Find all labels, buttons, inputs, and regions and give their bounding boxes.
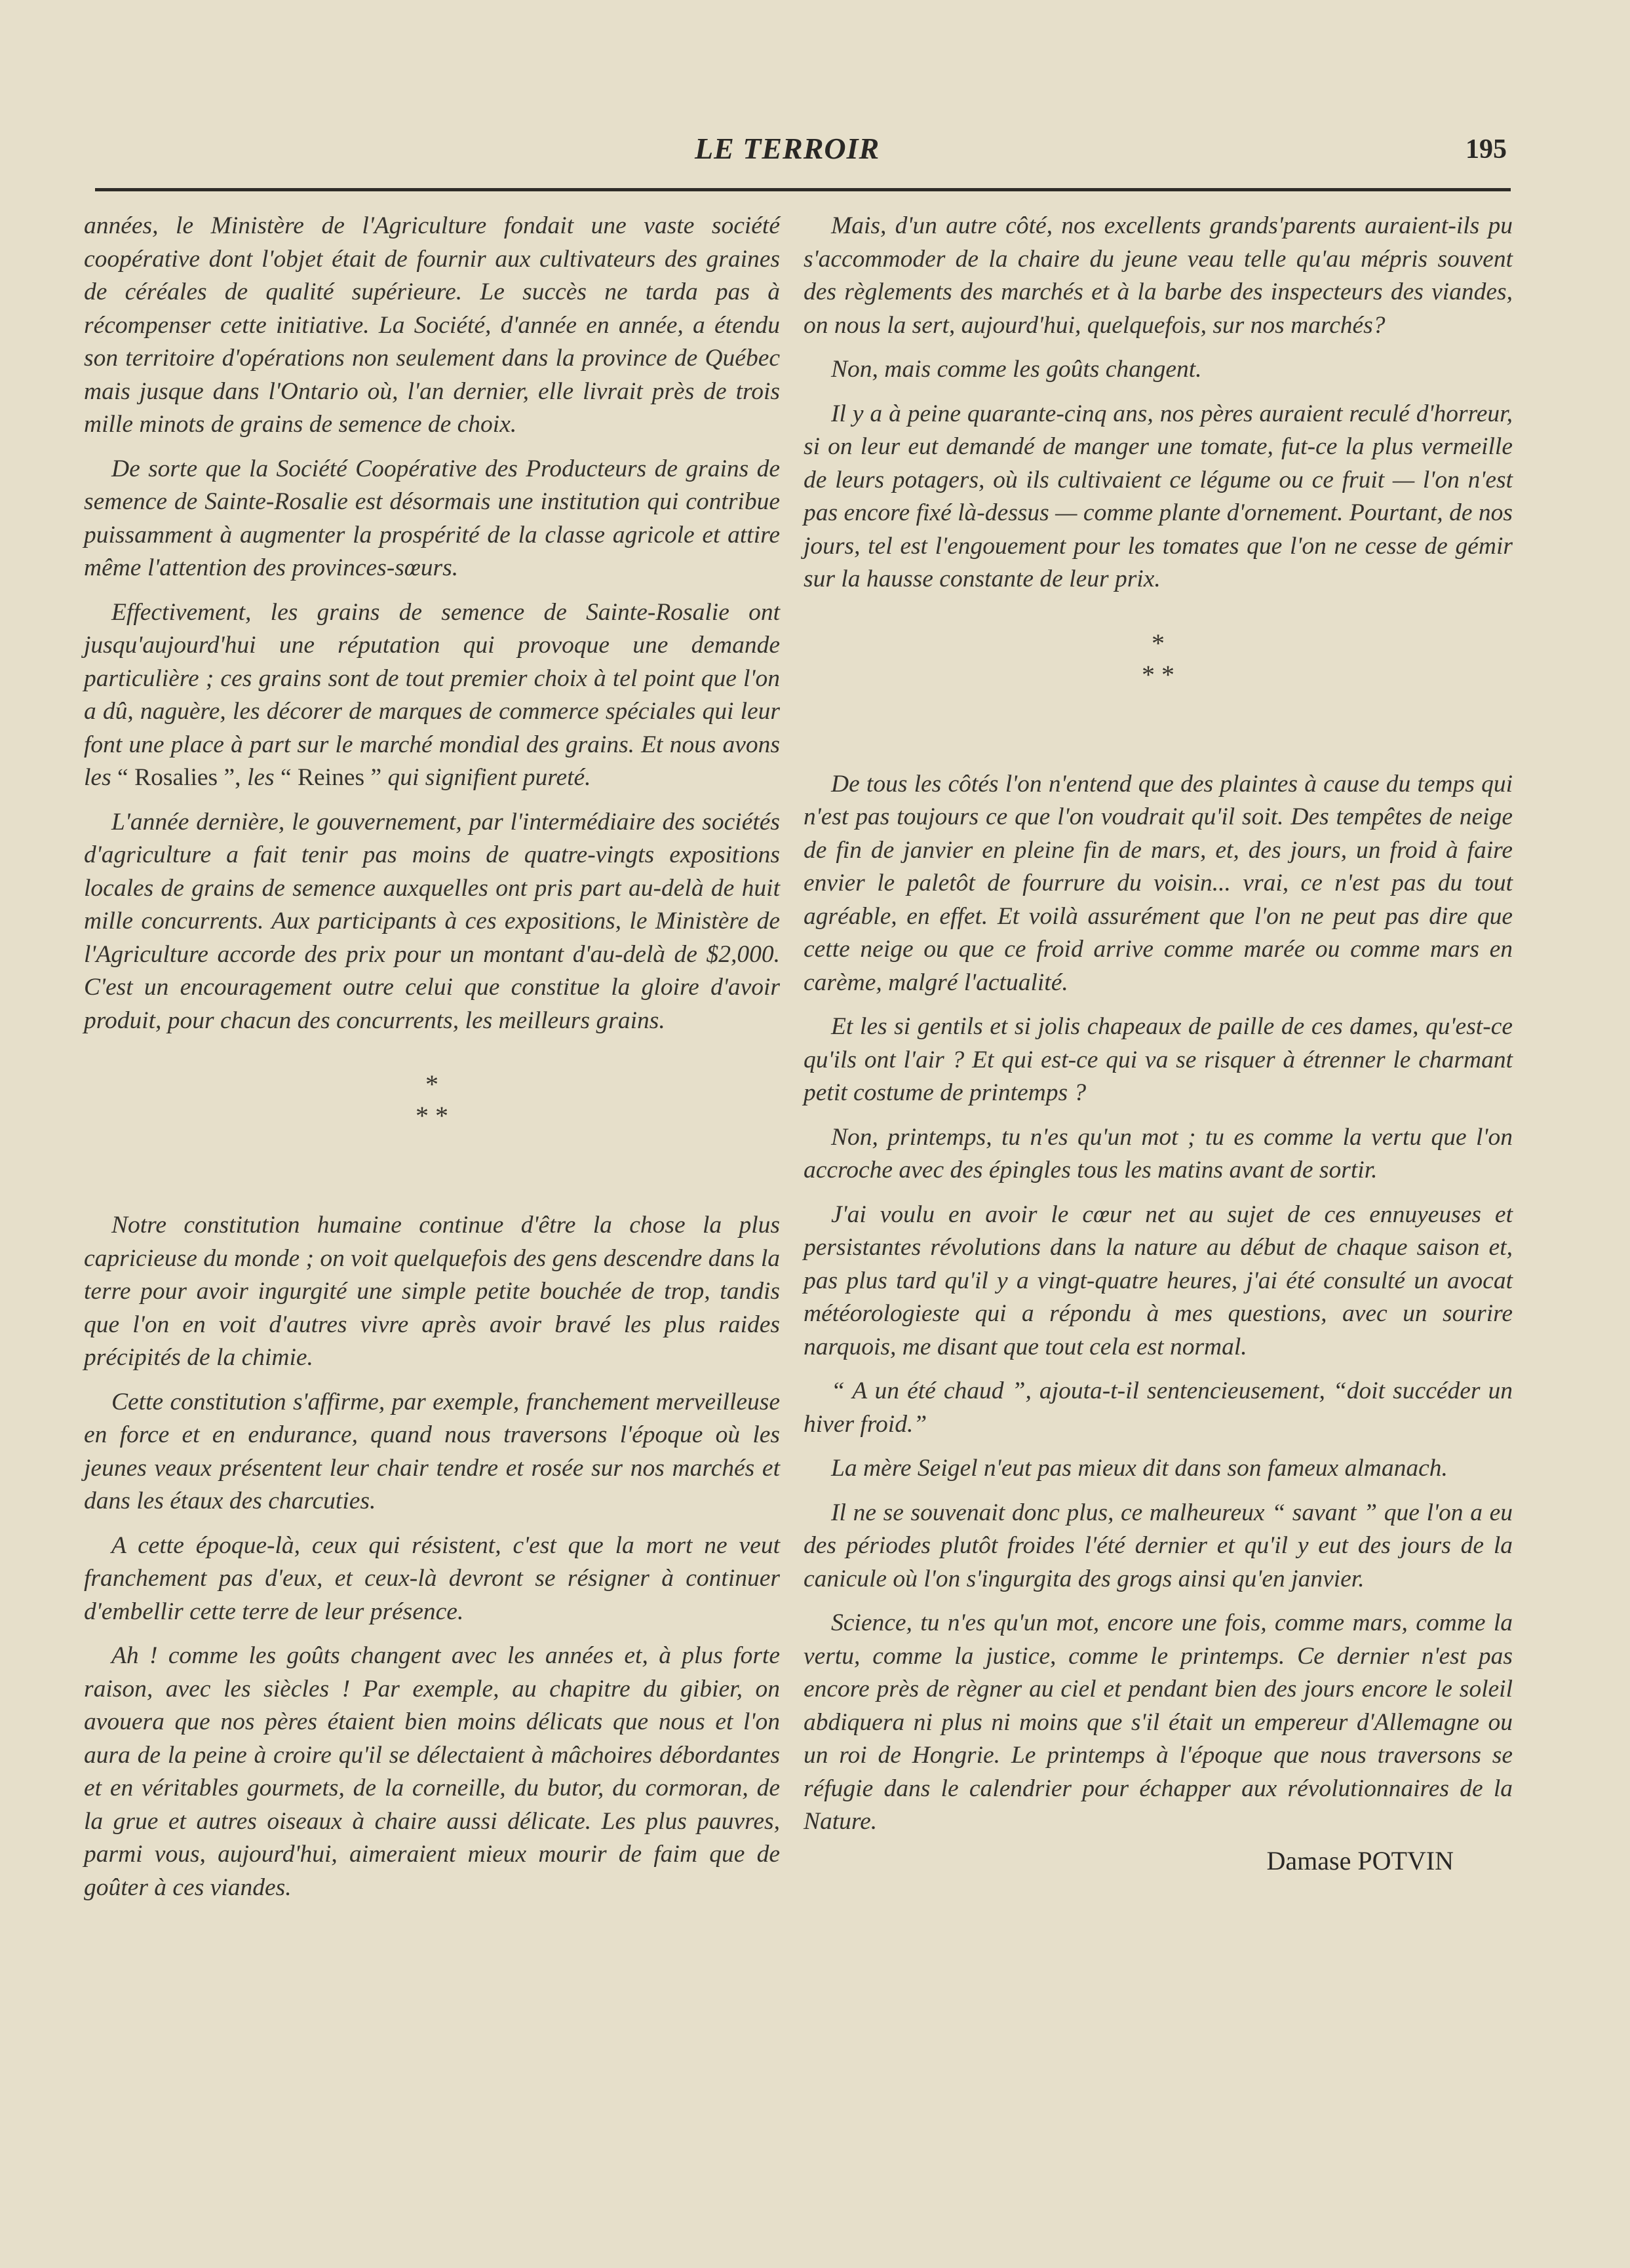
paragraph: L'année dernière, le gouvernement, par l'intermédiaire des sociétés d'agriculture a fait tenir pas moins de quatre-vingts expositions locales de grains de semence auxquelles ont pris part au-delà de huit mille concurrents. Aux participants à ces expositions, le Ministère de l'Agriculture accorde des prix pour un montant d'au-delà de $2,000. C'est un encouragement outre celui que constitue la gloire d'avoir produit, pour chacun des concurrents, les meilleurs grains. [84,808,780,1034]
paragraph: Il ne se souvenait donc plus, ce malheureux “ savant ” que l'on a eu des périodes plutôt froides l'été dernier et qu'il y eut des jours de la canicule où l'on s'ingurgita des grogs ainsi qu'en janvier. [804,1499,1513,1592]
paragraph-text: les [246,764,275,791]
separator-star: * [1152,628,1165,658]
paragraph: Science, tu n'es qu'un mot, encore une fois, comme mars, comme la vertu, comme la justice, comme le printemps. Ce dernier n'est pas encore près de règner au ciel et pendant bien des jours encore le soleil abdiquera ni plus ni moins que s'il était un empereur d'Allemagne ou un roi de Hongrie. Le printemps à l'époque que nous traversons se réfugie dans le calendrier pour échapper aux révolutionnaires de la Nature. [804,1609,1513,1835]
section-separator [84,1069,780,1132]
section-separator [804,628,1513,691]
left-column [84,210,780,1915]
quote-mark: ”, [223,764,241,791]
quote-mark: “ [117,764,128,791]
header-rule [95,188,1511,191]
paragraph: A cette époque-là, ceux qui résistent, c'est que la mort ne veut franchement pas d'eux, et ceux-là devront se résigner à continuer d'embellir cette terre de leur présence. [84,1531,780,1625]
brand-name-reines: Reines [298,764,365,791]
paragraph [84,596,780,795]
author-signature: Damase POTVIN [1266,1845,1454,1875]
brand-name-rosalies: Rosalies [134,764,218,791]
paragraph: années, le Ministère de l'Agriculture fondait une vaste société coopérative dont l'objet était de fournir aux cultivateurs des graines de céréales de qualité supérieure. Le succès ne tarda pas à récompenser cette initiative. La Société, d'année en année, a étendu son territoire d'opérations non seulement dans la province de Québec mais jusque dans l'Ontario où, l'an dernier, elle livrait près de trois mille minots de grains de semence de choix. [84,212,780,438]
paragraph-text: qui signifient pureté. [387,764,591,791]
paragraph: Mais, d'un autre côté, nos excellents grands'parents auraient-ils pu s'accommoder de la chaire du jeune veau telle qu'au mépris souvent des règlements des marchés et à la barbe des inspecteurs des viandes, on nous la sert, aujourd'hui, quelquefois, sur nos marchés? [804,212,1513,339]
paragraph: Notre constitution humaine continue d'être la chose la plus capricieuse du monde ; on voit quelquefois des gens descendre dans la terre pour avoir ingurgité une simple petite bouchée de trop, tandis que l'on en voit d'autres vivre après avoir bravé les plus raides précipités de la chimie. [84,1212,780,1371]
quote-mark: ” [370,764,382,791]
separator-stars: * * [1142,659,1174,689]
journal-title: LE TERROIR [695,132,880,165]
paragraph: Et les si gentils et si jolis chapeaux de paille de ces dames, qu'est-ce qu'ils ont l'air ? Et qui est-ce qui va se risquer à étrenner le charmant petit costume de printemps ? [804,1013,1513,1106]
page-number: 195 [1465,134,1507,164]
paragraph: Cette constitution s'affirme, par exemple, franchement merveilleuse en force et en endurance, quand nous traversons l'époque où les jeunes veaux présentent leur chair tendre et rosée sur nos marchés et dans les étaux des charcuties. [84,1388,780,1514]
paragraph: Non, printemps, tu n'es qu'un mot ; tu es comme la vertu que l'on accroche avec des épingles tous les matins avant de sortir. [804,1123,1513,1183]
paragraph: La mère Seigel n'eut pas mieux dit dans son fameux almanach. [831,1455,1448,1482]
right-column [804,210,1513,1877]
separator-star: * [425,1069,438,1099]
paragraph: De tous les côtés l'on n'entend que des plaintes à cause du temps qui n'est pas toujours ce que l'on voudrait qu'il soit. Des tempêtes de neige de fin de janvier en pleine fin de mars, et, des jours, un froid à faire envier le paletôt de fourrure du voisin... vrai, ce n'est pas du tout agréable, en effet. Et voilà assurément que l'on ne peut pas dire que cette neige ou que ce froid arrive comme marée ou comme mars en carème, malgré l'actualité. [804,770,1513,996]
paragraph: Il y a à peine quarante-cinq ans, nos pères auraient reculé d'horreur, si on leur eut demandé de manger une tomate, fut-ce la plus vermeille de leurs potagers, où ils cultivaient ce légume ou ce fruit — l'on n'est pas encore fixé là-dessus — comme plante d'ornement. Pourtant, de nos jours, tel est l'engouement pour les tomates que l'on ne cesse de gémir sur la hausse constante de leur prix. [804,400,1513,592]
paragraph: De sorte que la Société Coopérative des Producteurs de grains de semence de Sainte-Rosalie est désormais une institution qui contribue puissamment à augmenter la prospérité de la classe agricole et attire même l'attention des provinces-sœurs. [84,455,780,581]
separator-stars: * * [416,1101,448,1130]
quote-mark: “ [280,764,292,791]
paragraph-text: Effectivement, les grains de semence de Sainte-Rosalie ont jusqu'aujourd'hui une réputation qui provoque une demande particulière ; ces grains sont de tout premier choix à tel point que l'on a dû, naguère, les décorer de marques de commerce spéciales qui leur font une place à part sur le marché mondial des grains. Et nous avons les [84,598,780,791]
paragraph: Non, mais comme les goûts changent. [831,356,1202,383]
paragraph: J'ai voulu en avoir le cœur net au sujet de ces ennuyeuses et persistantes révolutions dans la nature au début de chaque saison et, pas plus tard qu'il y a vingt-quatre heures, j'ai été consulté un avocat météorologieste qui a répondu à mes questions, avec un sourire narquois, me disant que tout cela est normal. [804,1201,1513,1360]
paragraph: Ah ! comme les goûts changent avec les années et, à plus forte raison, avec les siècles ! Par exemple, au chapitre du gibier, on avouera que nos pères étaient bien moins délicats que nous et l'on aura de la peine à croire qu'il se délectaient à mâchoires débordantes et en véritables gourmets, de la corneille, du butor, du cormoran, de la grue et autres oiseaux à chaire aussi délicate. Les plus pauvres, parmi vous, aujourd'hui, aimeraient mieux mourir de faim que de goûter à ces viandes. [84,1642,780,1901]
paragraph: “ A un été chaud ”, ajouta-t-il sentencieusement, “doit succéder un hiver froid.” [804,1377,1513,1438]
